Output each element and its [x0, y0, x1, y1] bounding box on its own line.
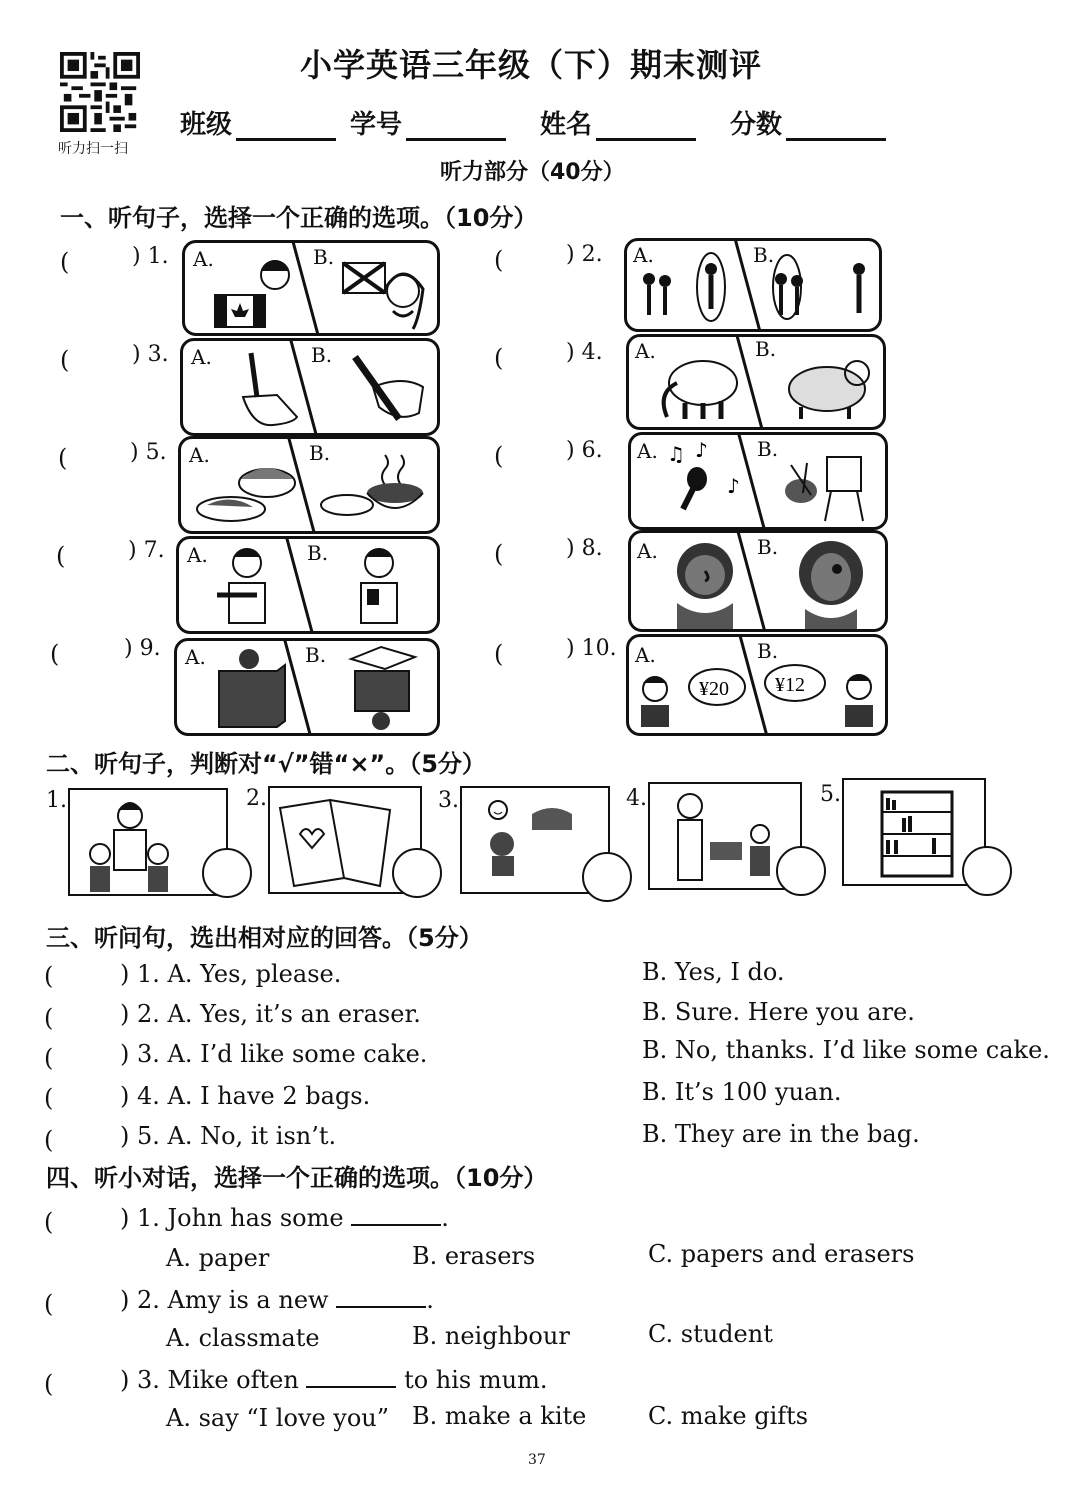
pencil-hand-icon [333, 347, 433, 431]
s3-question-1: ) 1. A. Yes, please. [120, 960, 342, 988]
answer-paren[interactable]: ( [494, 640, 504, 668]
answer-paren[interactable]: ( [44, 1290, 54, 1318]
picture-pair: A. B. [178, 436, 440, 534]
boy-eating-icon [207, 543, 287, 629]
fill-blank[interactable] [351, 1204, 441, 1226]
s4-option-b-1: B. erasers [412, 1242, 536, 1270]
pen-hand-icon [223, 347, 303, 431]
s3-option-b-3: B. No, thanks. I’d like some cake. [642, 1036, 1050, 1064]
fill-blank[interactable] [336, 1286, 426, 1308]
uk-flag-girl-icon [333, 251, 433, 331]
answer-circle[interactable] [776, 846, 826, 896]
s3-option-b-4: B. It’s 100 yuan. [642, 1078, 842, 1106]
children-greeting-icon [763, 249, 877, 327]
singing-microphone-icon [657, 439, 753, 525]
girl-nose-icon [657, 537, 751, 629]
qr-code [60, 52, 140, 132]
answer-paren[interactable]: ( [60, 248, 70, 276]
picture-pair: A. B. [176, 536, 440, 634]
answer-paren[interactable]: ( [44, 1084, 54, 1112]
class-blank[interactable] [236, 116, 336, 141]
section4-title: 四、听小对话，选择一个正确的选项。（10分） [46, 1164, 548, 1192]
answer-paren[interactable]: ( [44, 1044, 54, 1072]
answer-paren[interactable]: ( [44, 1004, 54, 1032]
elephant-icon [651, 343, 747, 425]
class-field: 班级 [180, 104, 336, 141]
picture-pair: A. B. [182, 240, 440, 336]
s4-option-b-2: B. neighbour [412, 1322, 570, 1350]
section1-title: 一、听句子，选择一个正确的选项。（10分） [60, 204, 538, 232]
s4-option-a-2: A. classmate [166, 1324, 320, 1352]
rice-and-fish-icon [195, 453, 305, 529]
answer-paren[interactable]: ( [60, 346, 70, 374]
answer-paren[interactable]: ( [44, 1208, 54, 1236]
s4-question-2: ) 2. Amy is a new . [120, 1286, 434, 1314]
picture-pair: A. B. ♫ ♪ ♪ [628, 432, 888, 530]
picture-pair: A. B. [628, 530, 888, 632]
svg-text:♪: ♪ [727, 474, 740, 498]
price-12-label: ¥12 [775, 674, 805, 696]
ball-on-box-icon [207, 645, 291, 731]
picture-pair: A. B. [174, 638, 440, 736]
qr-caption: 听力扫一扫 [58, 141, 128, 157]
score-field: 分数 [730, 104, 886, 141]
s3-option-b-1: B. Yes, I do. [642, 958, 785, 986]
picture-pair: A. B. [626, 334, 886, 430]
s3-question-4: ) 4. A. I have 2 bags. [120, 1082, 371, 1110]
price-12-speech-icon [761, 653, 881, 729]
answer-paren[interactable]: ( [494, 246, 504, 274]
student-number-blank[interactable] [406, 116, 506, 141]
answer-paren[interactable]: ( [56, 542, 66, 570]
name-blank[interactable] [596, 116, 696, 141]
answer-paren[interactable]: ( [494, 540, 504, 568]
score-blank[interactable] [786, 116, 886, 141]
student-number-field: 学号 [350, 104, 506, 141]
s3-option-b-2: B. Sure. Here you are. [642, 998, 915, 1026]
s4-option-a-3: A. say “I love you” [166, 1404, 390, 1432]
s3-option-b-5: B. They are in the bag. [642, 1120, 920, 1148]
s3-question-3: ) 3. A. I’d like some cake. [120, 1040, 428, 1068]
s4-option-c-1: C. papers and erasers [648, 1240, 915, 1268]
picture-pair: A. B. [624, 238, 882, 332]
answer-paren[interactable]: ( [58, 444, 68, 472]
answer-paren[interactable]: ( [44, 1126, 54, 1154]
s3-question-2: ) 2. A. Yes, it’s an eraser. [120, 1000, 421, 1028]
girl-eye-icon [781, 537, 881, 629]
picture-pair: A. B. [180, 338, 440, 436]
svg-text:♪: ♪ [695, 439, 708, 462]
boy-drinking-icon [339, 543, 419, 629]
page-number: 37 [528, 1452, 546, 1468]
s4-question-1: ) 1. John has some . [120, 1204, 449, 1232]
page-title: 小学英语三年级（下）期末测评 [300, 46, 763, 84]
answer-circle[interactable] [392, 848, 442, 898]
answer-circle[interactable] [202, 848, 252, 898]
answer-circle[interactable] [582, 852, 632, 902]
answer-paren[interactable]: ( [494, 442, 504, 470]
svg-text:♫: ♫ [667, 442, 685, 466]
answer-paren[interactable]: ( [50, 640, 60, 668]
s3-question-5: ) 5. A. No, it isn’t. [120, 1122, 337, 1150]
picture-pair: A. B. ¥20 ¥12 [626, 634, 888, 736]
s4-option-c-2: C. student [648, 1320, 773, 1348]
s4-option-a-1: A. paper [166, 1244, 270, 1272]
s4-question-3: ) 3. Mike often to his mum. [120, 1366, 548, 1394]
canada-flag-girl-icon [213, 253, 303, 331]
answer-paren[interactable]: ( [44, 1370, 54, 1398]
pig-icon [779, 349, 879, 423]
soup-and-fish-icon [317, 449, 433, 529]
answer-circle[interactable] [962, 846, 1012, 896]
name-field: 姓名 [540, 104, 696, 141]
painting-easel-icon [777, 441, 881, 525]
answer-paren[interactable]: ( [494, 344, 504, 372]
answer-paren[interactable]: ( [44, 962, 54, 990]
fill-blank[interactable] [306, 1366, 396, 1388]
listening-subtitle: 听力部分（40分） [440, 160, 625, 185]
s4-option-b-3: B. make a kite [412, 1402, 587, 1430]
price-20-label: ¥20 [699, 678, 729, 700]
section2-title: 二、听句子，判断对“√”错“×”。（5分） [46, 750, 486, 778]
price-20-speech-icon [635, 659, 755, 729]
children-greeting-icon [635, 249, 743, 327]
ball-under-box-icon [337, 641, 429, 733]
s4-option-c-3: C. make gifts [648, 1402, 809, 1430]
section3-title: 三、听问句，选出相对应的回答。（5分） [46, 924, 483, 952]
